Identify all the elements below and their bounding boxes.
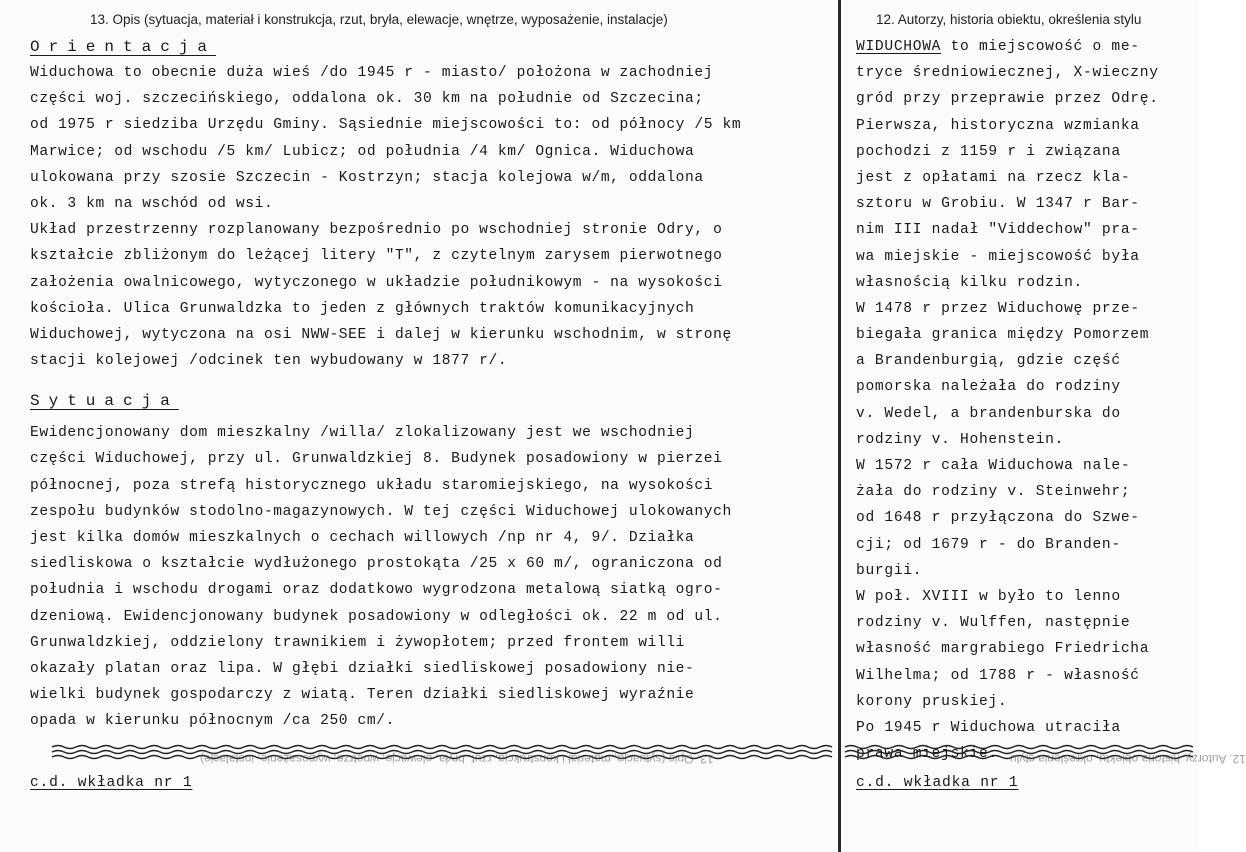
text-line: gród przy przeprawie przez Odrę. (856, 91, 1159, 108)
text-line: korony pruskiej. (856, 693, 1008, 710)
text-line: kształcie zbliżonym do leżącej litery "T", z czytelnym zarysem pierwotnego (30, 248, 723, 265)
orientacja-text (30, 60, 830, 374)
text-line: cji; od 1679 r - do Branden- (856, 536, 1121, 553)
text-line: opada w kierunku północnym /ca 250 cm/. (30, 713, 395, 730)
text-line: Widuchowa to obecnie duża wieś /do 1945 r - miasto/ położona w zachodniej (30, 65, 714, 81)
text-line: okazały platan oraz lipa. W głębi działki siedliskowej posadowiony nie- (30, 660, 695, 677)
text-line: własność margrabiego Friedricha (856, 641, 1150, 658)
text-line: Ewidencjonowany dom mieszkalny /willa/ zlokalizowany jest we wschodniej (30, 425, 695, 442)
sytuacja-heading: Sytuacja (30, 392, 179, 411)
description-column (30, 34, 830, 735)
text-line: rodziny v. Hohenstein. (856, 431, 1065, 448)
text-line: od 1648 r przyłączona do Szwe- (856, 510, 1140, 527)
text-line: v. Wedel, a brandenburska do (856, 405, 1121, 422)
text-line: Układ przestrzenny rozplanowany bezpośrednio po wschodniej stronie Odry, o (30, 222, 723, 239)
mirrored-show-through-right: 12. Autorzy, historia obiektu, określenia stylu (1010, 752, 1246, 766)
text-line: prawa miejskie. (856, 746, 998, 763)
text-line: północnej, poza strefą historycznego układu staromiejskiego, na wysokości (30, 477, 714, 494)
text-line: własnością kilku rodzin. (856, 274, 1083, 291)
text-line: Marwice; od wschodu /5 km/ Lubicz; od południa /4 km/ Ognica. Widuchowa (30, 143, 695, 160)
text-line: Widuchowej, wytyczona na osi NWW-SEE i dalej w kierunku wschodnim, w stronę (30, 326, 732, 343)
text-line: zespołu budynków stodolno-magazynowych. W tej części Widuchowej ulokowanych (30, 503, 732, 520)
orientacja-heading: Orientacja (30, 38, 217, 56)
text-line (856, 34, 1196, 60)
text-line: Pierwsza, historyczna wzmianka (856, 117, 1140, 134)
right-section-header: 12. Autorzy, historia obiektu, określenia stylu (876, 12, 1142, 27)
text-line: części woj. szczecińskiego, oddalona ok. 30 km na południe od Szczecina; (30, 91, 704, 108)
history-column (856, 34, 1196, 767)
text-line: biegała granica między Pomorzem (856, 327, 1150, 344)
text-line: ulokowana przy szosie Szczecin - Kostrzyn; stacja kolejowa w/m, oddalona (30, 169, 704, 186)
text-line: Wilhelma; od 1788 r - własność (856, 667, 1140, 684)
text-line: nim III nadał "Viddechow" pra- (856, 222, 1140, 239)
text-line: sztoru w Grobiu. W 1347 r Bar- (856, 196, 1140, 213)
text-line: ok. 3 km na wschód od wsi. (30, 195, 274, 212)
text-line: tryce średniowiecznej, X-wieczny (856, 65, 1159, 82)
left-section-header: 13. Opis (sytuacja, materiał i konstrukcja, rzut, bryła, elewacje, wnętrze, wyposażenie, instalacje) (90, 12, 668, 27)
text-line: W poł. XVIII w było to lenno (856, 588, 1121, 605)
text-line: siedliskowa o kształcie wydłużonego prostokąta /25 x 60 m/, ograniczona od (30, 556, 723, 573)
text-line: W 1478 r przez Widuchowę prze- (856, 300, 1140, 317)
mirrored-show-through-left: 13. Opis (sytuacja, materiał i konstrukcja, rzut, bryła, elewacje, wnętrze, wyposażenie, instalacje) (200, 752, 714, 766)
text-line: kościoła. Ulica Grunwaldzka to jeden z głównych traktów komunikacyjnych (30, 300, 695, 317)
text-line: dzeniową. Ewidencjonowany budynek posadowiony w odległości ok. 22 m od ul. (30, 608, 723, 625)
text-line: burgii. (856, 562, 923, 579)
text-line: Po 1945 r Widuchowa utraciła (856, 719, 1121, 736)
text-line: jest z opłatami na rzecz kla- (856, 169, 1131, 186)
text-line: części Widuchowej, przy ul. Grunwaldzkiej 8. Budynek posadowiony w pierzei (30, 451, 723, 468)
text-line: wielki budynek gospodarczy z wiatą. Teren działki siedliskowej wyraźnie (30, 687, 695, 704)
text-line: jest kilka domów mieszkalnych o cechach willowych /np nr 4, 9/. Działka (30, 530, 695, 546)
text-line: wa miejskie - miejscowość była (856, 248, 1140, 265)
text-line: żała do rodziny v. Steinwehr; (856, 484, 1131, 501)
continuation-note-right: c.d. wkładka nr 1 (856, 775, 1019, 791)
text-line: założenia owalnicowego, wytyczonego w układzie południkowym - na wysokości (30, 274, 723, 291)
text-line: pomorska należała do rodziny (856, 379, 1121, 396)
column-divider (838, 0, 841, 852)
text-line: W 1572 r cała Widuchowa nale- (856, 458, 1131, 474)
place-name: WIDUCHOWA (856, 39, 942, 55)
continuation-note-left: c.d. wkładka nr 1 (30, 775, 193, 791)
text-line: pochodzi z 1159 r i związana (856, 143, 1121, 160)
text-line: a Brandenburgią, gdzie część (856, 353, 1121, 370)
text-line: stacji kolejowej /odcinek ten wybudowany w 1877 r/. (30, 353, 508, 370)
sytuacja-text (30, 420, 830, 734)
text-line: rodziny v. Wulffen, następnie (856, 615, 1131, 632)
text-line: południa i wschodu drogami oraz dodatkowo wygrodzona metalową siatką ogro- (30, 582, 723, 599)
text-line: Grunwaldzkiej, oddzielony trawnikiem i żywopłotem; przed frontem willi (30, 634, 686, 651)
text-fragment: to miejscowość o me- (941, 39, 1140, 55)
text-line: od 1975 r siedziba Urzędu Gminy. Sąsiednie miejscowości to: od północy /5 km (30, 117, 742, 134)
